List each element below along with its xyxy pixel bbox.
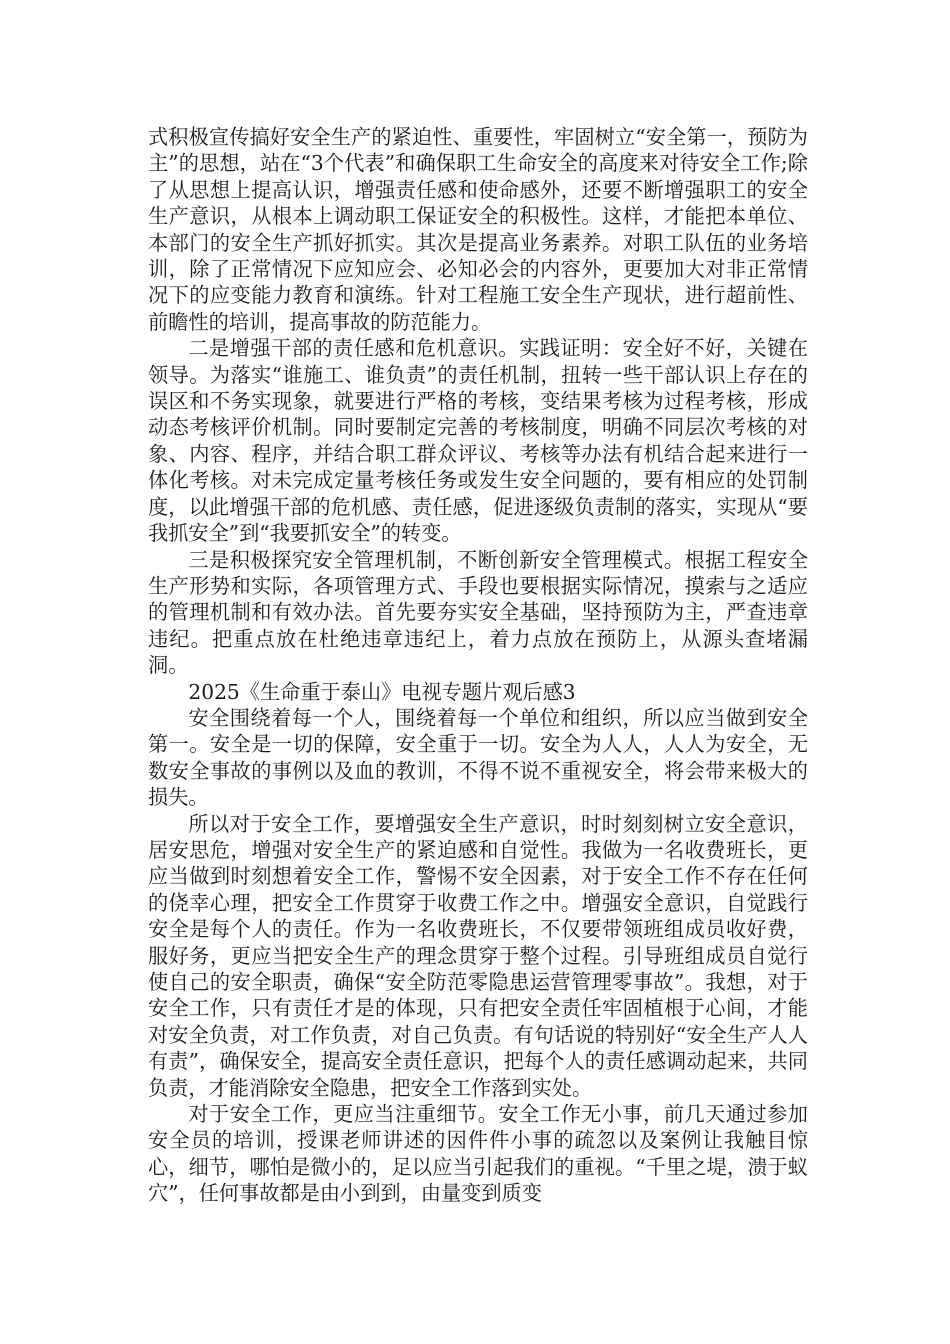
- paragraph-safety-awareness: 所以对于安全工作，要增强安全生产意识，时时刻刻树立安全意识，居安思危，增强对安全生产的紧迫感和自觉性。我做为一名收费班长，更应当做到时刻想着安全工作，警惕不安全因素，对于安全工作不存在任何的侥幸心理，把安全工作贯穿于收费工作之中。增强安全意识，自觉践行安全是每个人的责任。作为一名收费班长，不仅要带领班组成员收好费，服好务，更应当把安全生产的理念贯穿于整个过程。引导班组成员自觉行使自己的安全职责，确保“安全防范零隐患运营管理零事故”。我想，对于安全工作，只有责任才是的体现，只有把安全责任牢固植根于心间，才能对安全负责，对工作负责，对自己负责。有句话说的特别好“安全生产人人有责”，确保安全，提高安全责任意识，把每个人的责任感调动起来，共同负责，才能消除安全隐患，把安全工作落到实处。: [148, 811, 808, 1100]
- document-body: [148, 124, 808, 1207]
- paragraph-cadre-responsibility: 二是增强干部的责任感和危机意识。实践证明：安全好不好，关键在领导。为落实“谁施工、谁负责”的责任机制，扭转一些干部认识上存在的误区和不务实现象，就要进行严格的考核，变结果考核为过程考核，形成动态考核评价机制。同时要制定完善的考核制度，明确不同层次考核的对象、内容、程序，并结合职工群众评议、考核等办法有机结合起来进行一体化考核。对未完成定量考核任务或发生安全问题的，要有相应的处罚制度，以此增强干部的危机感、责任感，促进逐级负责制的落实，实现从“要我抓安全”到“我要抓安全”的转变。: [148, 336, 808, 546]
- paragraph-safety-first: 安全围绕着每一个人，围绕着每一个单位和组织，所以应当做到安全第一。安全是一切的保障，安全重于一切。安全为人人，人人为安全，无数安全事故的事例以及血的教训，不得不说不重视安全，将会带来极大的损失。: [148, 705, 808, 810]
- paragraph-safety-details: 对于安全工作，更应当注重细节。安全工作无小事，前几天通过参加安全员的培训，授课老师讲述的因件件小事的疏忽以及案例让我触目惊心，细节，哪怕是微小的，足以应当引起我们的重视。“千里之堤，溃于蚁穴”，任何事故都是由小到到，由量变到质变: [148, 1102, 808, 1206]
- section-heading: 2025《生命重于泰山》电视专题片观后感3: [188, 679, 576, 704]
- paragraph-management-mechanism: 三是积极探究安全管理机制，不断创新安全管理模式。根据工程安全生产形势和实际，各项管理方式、手段也要根据实际情况，摸索与之适应的管理机制和有效办法。首先要夯实安全基础，坚持预防为主，严查违章违纪。把重点放在杜绝违章违纪上，着力点放在预防上，从源头查堵漏洞。: [148, 547, 808, 678]
- paragraph-continuation: 式积极宣传搞好安全生产的紧迫性、重要性，牢固树立“安全第一，预防为主”的思想，站在“3个代表”和确保职工生命安全的高度来对待安全工作;除了从思想上提高认识，增强责任感和使命感外，还要不断增强职工的安全生产意识，从根本上调动职工保证安全的积极性。这样，才能把本单位、本部门的安全生产抓好抓实。其次是提高业务素养。对职工队伍的业务培训，除了正常情况下应知应会、必知必会的内容外，更要加大对非正常情况下的应变能力教育和演练。针对工程施工安全生产现状，进行超前性、前瞻性的培训，提高事故的防范能力。: [148, 125, 808, 334]
